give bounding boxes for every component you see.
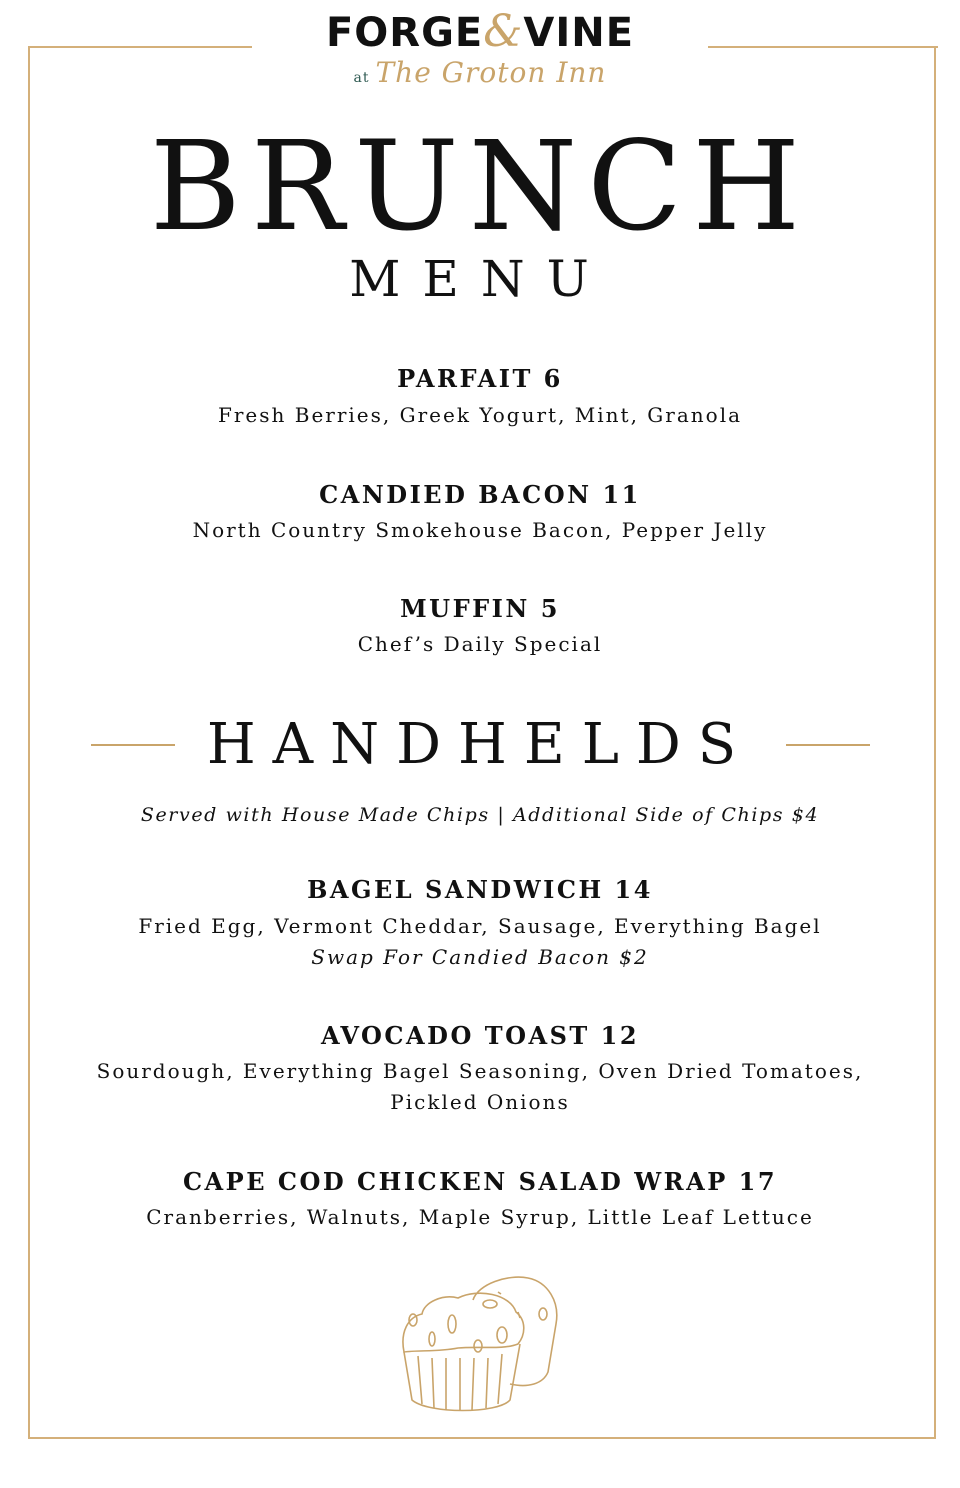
item-description: Cranberries, Walnuts, Maple Syrup, Little Leaf Lettuce: [146, 1205, 814, 1229]
item-title: CANDIED BACON 11: [319, 480, 641, 509]
logo-forge: FORGE: [325, 10, 484, 56]
logo-groton-inn: The Groton Inn: [375, 56, 607, 89]
logo-ampersand: &: [483, 6, 524, 57]
section-heading: HANDHELDS: [206, 712, 754, 777]
item-title: MUFFIN 5: [400, 594, 560, 623]
page-subtitle: MENU: [349, 250, 611, 308]
page-title: BRUNCH: [149, 115, 811, 259]
item-title: AVOCADO TOAST 12: [320, 1021, 640, 1050]
item-description: Fresh Berries, Greek Yogurt, Mint, Granola: [217, 403, 743, 427]
brand-subtitle: [0, 56, 960, 89]
item-description: Fried Egg, Vermont Cheddar, Sausage, Everything Bagel: [138, 914, 822, 938]
item-description: Chef’s Daily Special: [357, 632, 603, 656]
item-title: BAGEL SANDWICH 14: [307, 875, 653, 904]
brand-logo: [0, 6, 960, 57]
section-note: Served with House Made Chips | Additional Side of Chips $4: [140, 804, 820, 826]
muffin-icon: [398, 1272, 562, 1414]
item-title: PARFAIT 6: [397, 364, 563, 393]
item-note: Swap For Candied Bacon $2: [311, 945, 649, 969]
item-description: Pickled Onions: [390, 1090, 570, 1114]
logo-vine: VINE: [523, 10, 635, 56]
item-description: Sourdough, Everything Bagel Seasoning, Oven Dried Tomatoes,: [96, 1059, 864, 1083]
logo-at: at: [353, 70, 370, 86]
item-description: North Country Smokehouse Bacon, Pepper Jelly: [192, 518, 768, 542]
item-title: CAPE COD CHICKEN SALAD WRAP 17: [182, 1167, 778, 1196]
